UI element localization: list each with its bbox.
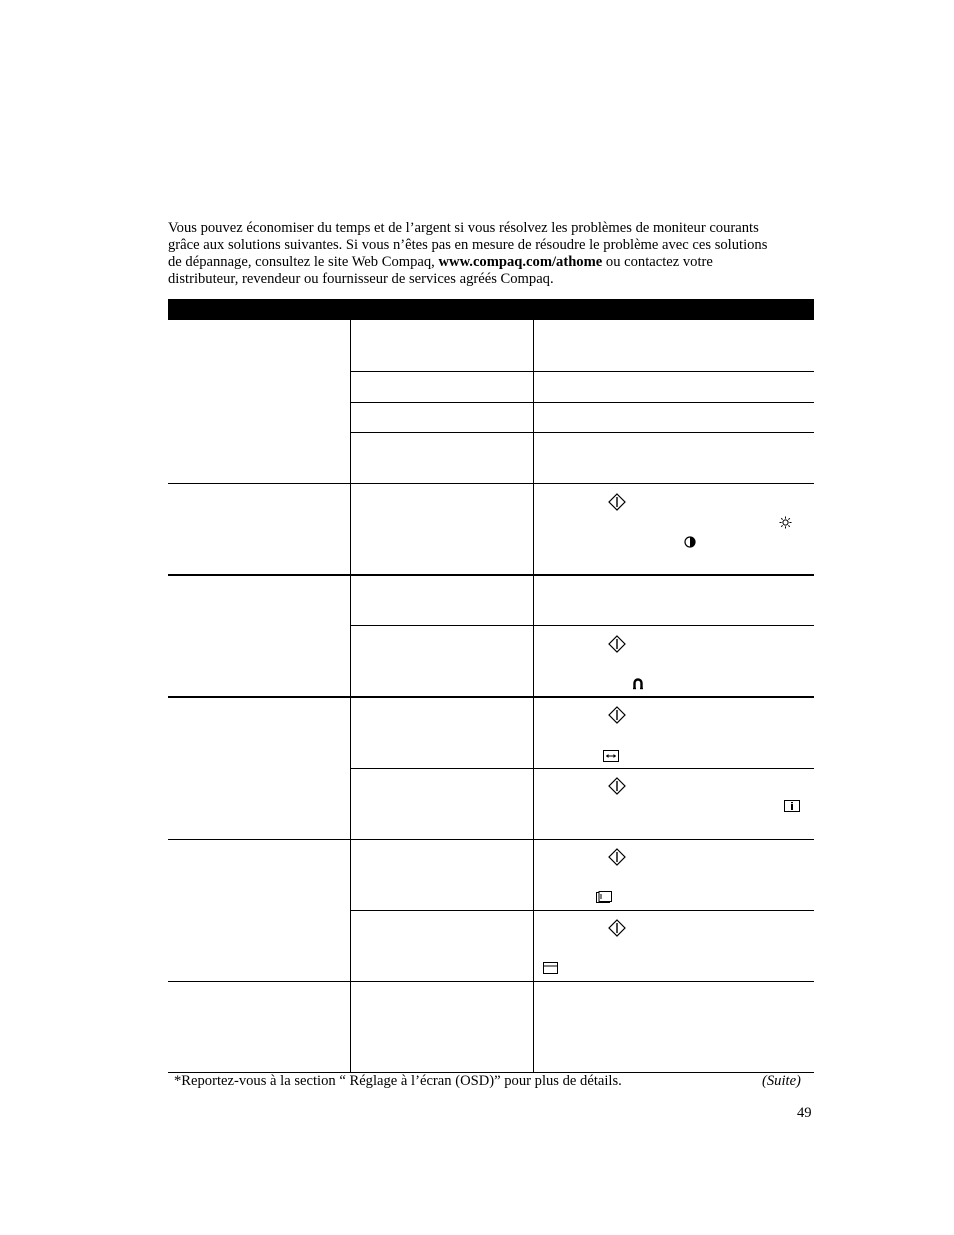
brightness-icon: [779, 516, 792, 529]
osd-menu-icon: [608, 493, 626, 511]
contrast-icon: [684, 536, 696, 548]
row-divider: [350, 371, 814, 372]
table-header-bar: [168, 299, 814, 320]
horizontal-position-icon: [784, 800, 800, 812]
osd-menu-icon: [608, 919, 626, 937]
page-number: 49: [797, 1105, 812, 1121]
group-divider: [168, 981, 814, 982]
osd-footnote: *Reportez-vous à la section “ Réglage à l’écran (OSD)” pour plus de détails.: [174, 1073, 622, 1089]
group-divider: [168, 574, 814, 576]
osd-menu-icon: [608, 777, 626, 795]
osd-menu-icon: [608, 706, 626, 724]
intro-line-2: grâce aux solutions suivantes. Si vous n’êtes pas en mesure de résoudre le problème avec ces solutions: [168, 237, 768, 253]
row-divider: [350, 910, 814, 911]
intro-paragraph: [168, 220, 818, 288]
compaq-website-link[interactable]: www.compaq.com/athome: [438, 254, 603, 270]
osd-menu-icon: [608, 848, 626, 866]
horizontal-size-icon: [603, 750, 619, 762]
degauss-icon: [632, 678, 644, 690]
row-divider: [350, 768, 814, 769]
osd-menu-icon: [608, 635, 626, 653]
group-divider: [168, 696, 814, 698]
intro-line-3-before: de dépannage, consultez le site Web Compaq,: [168, 254, 439, 270]
vertical-position-icon: [543, 962, 558, 974]
continued-label: (Suite): [762, 1073, 801, 1089]
vertical-size-icon: [596, 891, 612, 903]
intro-line-3-after: ou contactez votre: [602, 254, 713, 270]
intro-line-1: Vous pouvez économiser du temps et de l’argent si vous résolvez les problèmes de moniteur courants: [168, 220, 759, 236]
row-divider: [350, 432, 814, 433]
group-divider: [168, 839, 814, 840]
row-divider: [350, 625, 814, 626]
group-divider: [168, 483, 814, 484]
row-divider: [350, 402, 814, 403]
intro-line-4: distributeur, revendeur ou fournisseur de services agréés Compaq.: [168, 271, 554, 287]
